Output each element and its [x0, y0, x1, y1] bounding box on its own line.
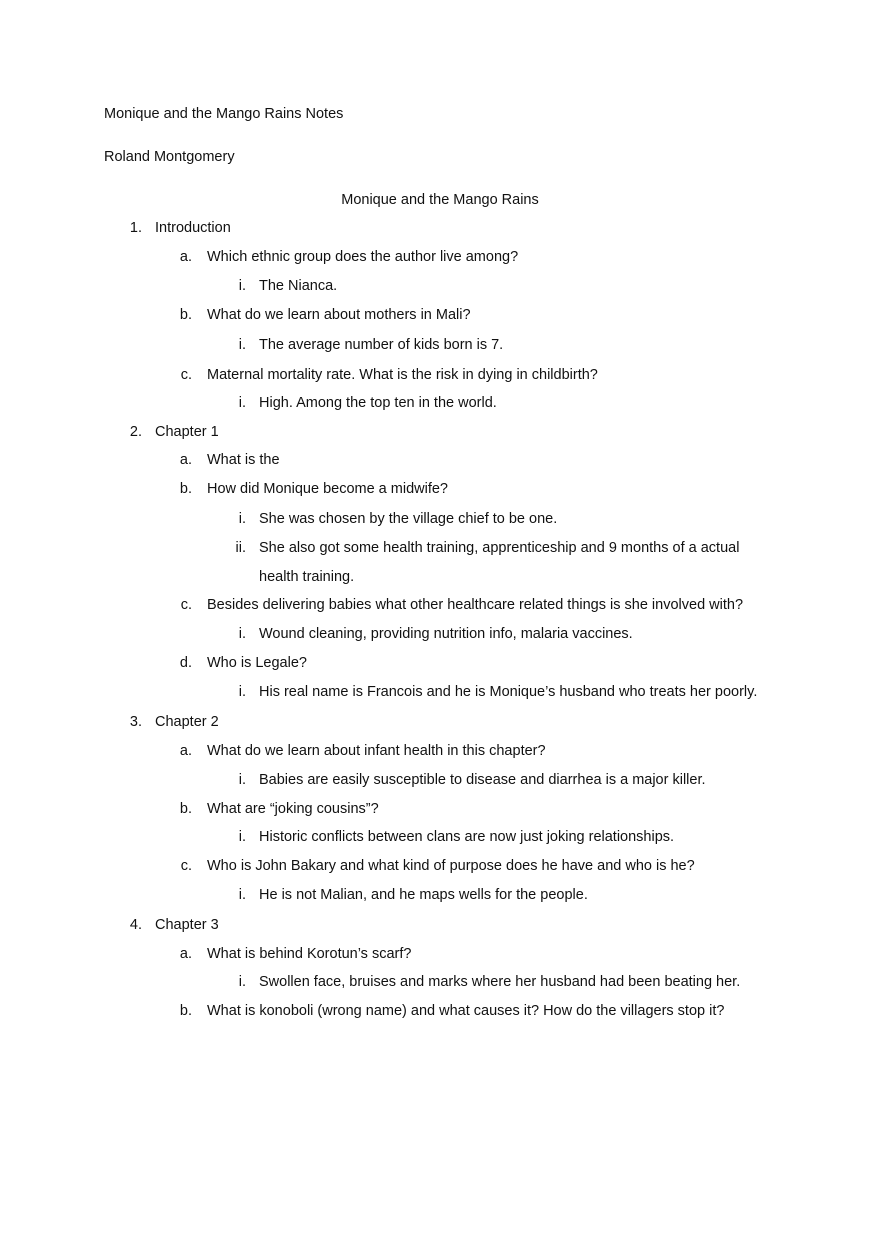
section-number: 1.: [129, 220, 142, 236]
section-number: 3.: [129, 714, 142, 730]
answer-text: Historic conflicts between clans are now just joking relationships.: [259, 829, 675, 845]
question-text: How did Monique become a midwife?: [207, 481, 448, 497]
question-text: Besides delivering babies what other healthcare related things is she involved with?: [207, 597, 744, 613]
answer-marker: i.: [238, 684, 246, 700]
answer-marker: i.: [238, 829, 246, 845]
question-marker: b.: [179, 801, 192, 817]
question-text: What is behind Korotun’s scarf?: [207, 946, 412, 962]
answer-text: He is not Malian, and he maps wells for the people.: [259, 887, 588, 903]
question-marker: d.: [179, 655, 192, 671]
question-marker: c.: [180, 367, 192, 383]
question-marker: a.: [179, 946, 192, 962]
answer-text: High. Among the top ten in the world.: [259, 395, 497, 411]
answer-text: His real name is Francois and he is Monique’s husband who treats her poorly.: [259, 684, 758, 700]
answer-text: The average number of kids born is 7.: [259, 337, 504, 353]
centered-title: Monique and the Mango Rains: [341, 192, 539, 208]
document-heading: Monique and the Mango Rains Notes: [104, 106, 344, 122]
answer-marker: i.: [238, 395, 246, 411]
answer-text: She also got some health training, apprenticeship and 9 months of a actual: [259, 540, 740, 556]
section-title: Introduction: [155, 220, 231, 236]
question-marker: c.: [180, 597, 192, 613]
section-title: Chapter 2: [155, 714, 219, 730]
author-name: Roland Montgomery: [104, 149, 235, 165]
question-text: What do we learn about infant health in this chapter?: [207, 743, 546, 759]
answer-marker: i.: [238, 337, 246, 353]
question-marker: a.: [179, 743, 192, 759]
question-marker: a.: [179, 249, 192, 265]
question-text: Maternal mortality rate. What is the risk in dying in childbirth?: [207, 367, 598, 383]
section-number: 2.: [129, 424, 142, 440]
answer-text: Wound cleaning, providing nutrition info, malaria vaccines.: [259, 626, 633, 642]
answer-marker: i.: [238, 278, 246, 294]
question-text: What is the: [207, 452, 280, 468]
answer-text: The Nianca.: [259, 278, 338, 294]
section-title: Chapter 3: [155, 917, 219, 933]
answer-text: Swollen face, bruises and marks where her husband had been beating her.: [259, 974, 741, 990]
answer-marker: i.: [238, 626, 246, 642]
question-marker: b.: [179, 481, 192, 497]
answer-marker: i.: [238, 974, 246, 990]
question-marker: b.: [179, 307, 192, 323]
answer-text-continuation: health training.: [259, 569, 355, 585]
question-text: Who is John Bakary and what kind of purpose does he have and who is he?: [207, 858, 695, 874]
answer-marker: ii.: [235, 540, 246, 556]
answer-text: She was chosen by the village chief to be one.: [259, 511, 558, 527]
answer-marker: i.: [238, 772, 246, 788]
question-text: What are “joking cousins”?: [207, 801, 379, 817]
answer-text: Babies are easily susceptible to disease and diarrhea is a major killer.: [259, 772, 706, 788]
question-marker: b.: [179, 1003, 192, 1019]
answer-marker: i.: [238, 511, 246, 527]
section-title: Chapter 1: [155, 424, 219, 440]
question-marker: c.: [180, 858, 192, 874]
question-text: What is konoboli (wrong name) and what causes it? How do the villagers stop it?: [207, 1003, 725, 1019]
section-number: 4.: [129, 917, 142, 933]
question-text: Who is Legale?: [207, 655, 307, 671]
question-text: Which ethnic group does the author live among?: [207, 249, 519, 265]
question-marker: a.: [179, 452, 192, 468]
answer-marker: i.: [238, 887, 246, 903]
question-text: What do we learn about mothers in Mali?: [207, 307, 471, 323]
